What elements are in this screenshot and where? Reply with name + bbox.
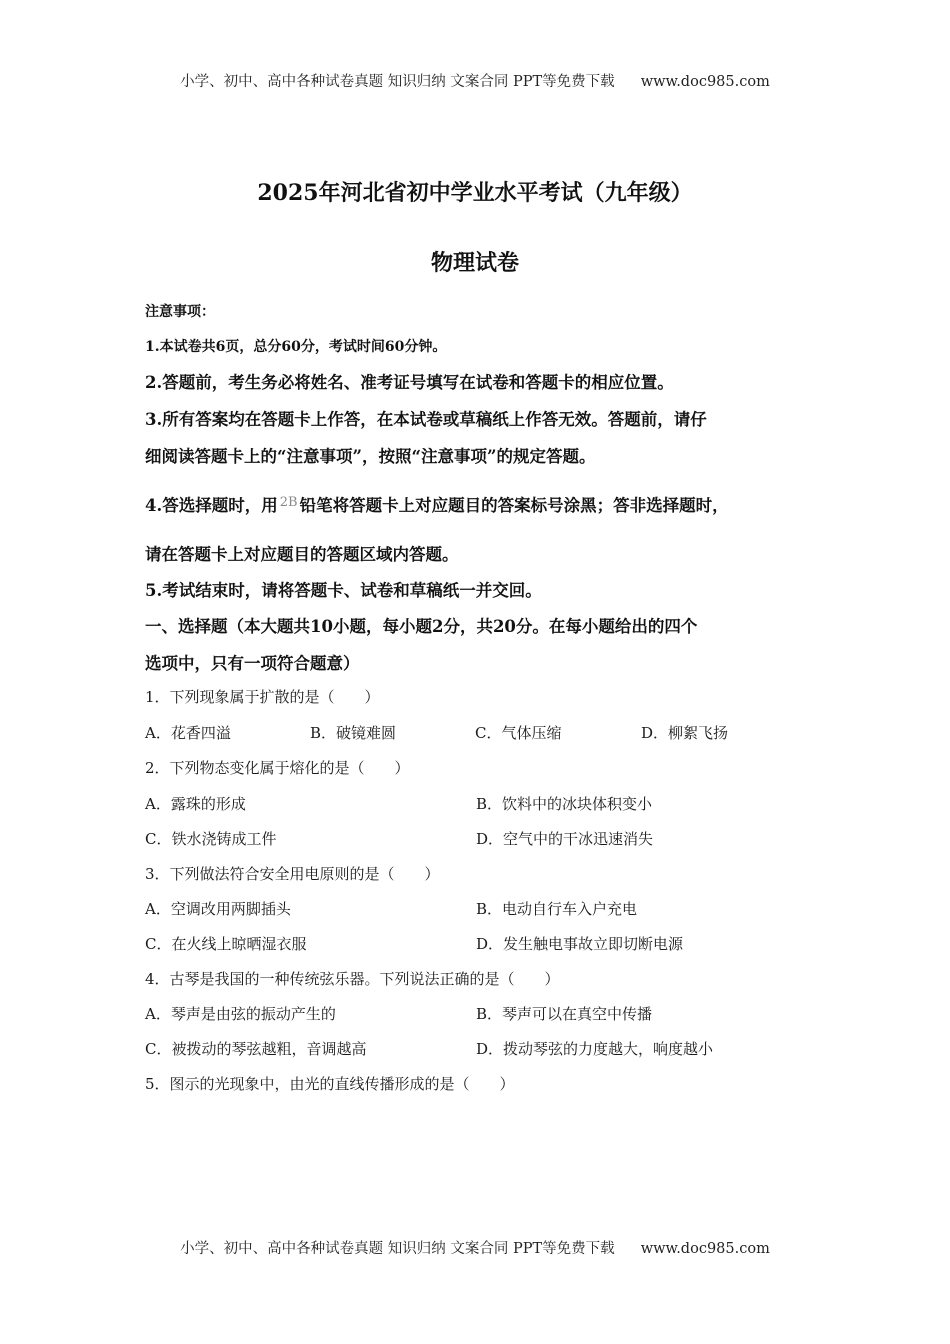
- section-1-heading-line2: 选项中，只有一项符合题意）: [145, 654, 360, 673]
- note-4-post: 铅笔将答题卡上对应题目的答案标号涂黑；答非选择题时，: [299, 496, 729, 515]
- question-3-option-a: A．空调改用两脚插头: [145, 900, 291, 918]
- page-header: [0, 70, 950, 91]
- question-1-option-a: A．花香四溢: [145, 724, 231, 742]
- question-2-option-b: B．饮料中的冰块体积变小: [476, 795, 653, 813]
- note-5: 5.考试结束时，请将答题卡、试卷和草稿纸一并交回。: [145, 581, 542, 600]
- exam-title: 2025年河北省初中学业水平考试（九年级）: [257, 180, 693, 206]
- page-footer: [0, 1237, 950, 1258]
- footer-site: www.doc985.com: [640, 1241, 770, 1257]
- question-4-option-a: A．琴声是由弦的振动产生的: [145, 1005, 336, 1023]
- question-4-option-d: D．拨动琴弦的力度越大，响度越小: [476, 1040, 714, 1058]
- footer-text: 小学、初中、高中各种试卷真题 知识归纳 文案合同 PPT等免费下载: [180, 1241, 615, 1257]
- question-3-option-d: D．发生触电事故立即切断电源: [476, 935, 684, 953]
- question-2-stem: 2．下列物态变化属于熔化的是（ ）: [145, 759, 410, 777]
- question-2-option-c: C．铁水浇铸成工件: [145, 830, 277, 848]
- header-site: www.doc985.com: [640, 74, 770, 90]
- note-2: 2.答题前，考生务必将姓名、准考证号填写在试卷和答题卡的相应位置。: [145, 373, 674, 392]
- exam-subject: 物理试卷: [430, 250, 519, 276]
- note-3-line1: 3.所有答案均在答题卡上作答，在本试卷或草稿纸上作答无效。答题前，请仔: [145, 410, 707, 429]
- question-2-option-d: D．空气中的干冰迅速消失: [476, 830, 654, 848]
- notes-heading: 注意事项：: [145, 304, 215, 320]
- note-4-pre: 4.答选择题时，用: [145, 496, 278, 515]
- question-1-option-b: B．破镜难圆: [310, 724, 397, 742]
- question-3-option-c: C．在火线上晾晒湿衣服: [145, 935, 307, 953]
- question-4-stem: 4．古琴是我国的一种传统弦乐器。下列说法正确的是（ ）: [145, 970, 560, 988]
- question-3-stem: 3．下列做法符合安全用电原则的是（ ）: [145, 865, 440, 883]
- note-4-line2: 请在答题卡上对应题目的答题区域内答题。: [145, 545, 459, 564]
- question-1-option-d: D．柳絮飞扬: [641, 724, 729, 742]
- question-2-option-a: A．露珠的形成: [145, 795, 246, 813]
- header-text: 小学、初中、高中各种试卷真题 知识归纳 文案合同 PPT等免费下载: [180, 74, 615, 90]
- question-5-stem: 5．图示的光现象中，由光的直线传播形成的是（ ）: [145, 1075, 515, 1093]
- note-1: 1.本试卷共6页，总分60分，考试时间60分钟。: [145, 339, 447, 355]
- question-4-option-c: C．被拨动的琴弦越粗，音调越高: [145, 1040, 367, 1058]
- note-4-line1: [145, 492, 729, 516]
- note-4-pencil-grade: 2B: [279, 495, 298, 510]
- note-3-line2: 细阅读答题卡上的“注意事项”，按照“注意事项”的规定答题。: [145, 447, 596, 466]
- question-1-stem: 1．下列现象属于扩散的是（ ）: [145, 688, 380, 706]
- question-1-option-c: C．气体压缩: [475, 724, 562, 742]
- question-3-option-b: B．电动自行车入户充电: [476, 900, 638, 918]
- question-4-option-b: B．琴声可以在真空中传播: [476, 1005, 653, 1023]
- section-1-heading-line1: 一、选择题（本大题共10小题，每小题2分，共20分。在每小题给出的四个: [145, 617, 698, 636]
